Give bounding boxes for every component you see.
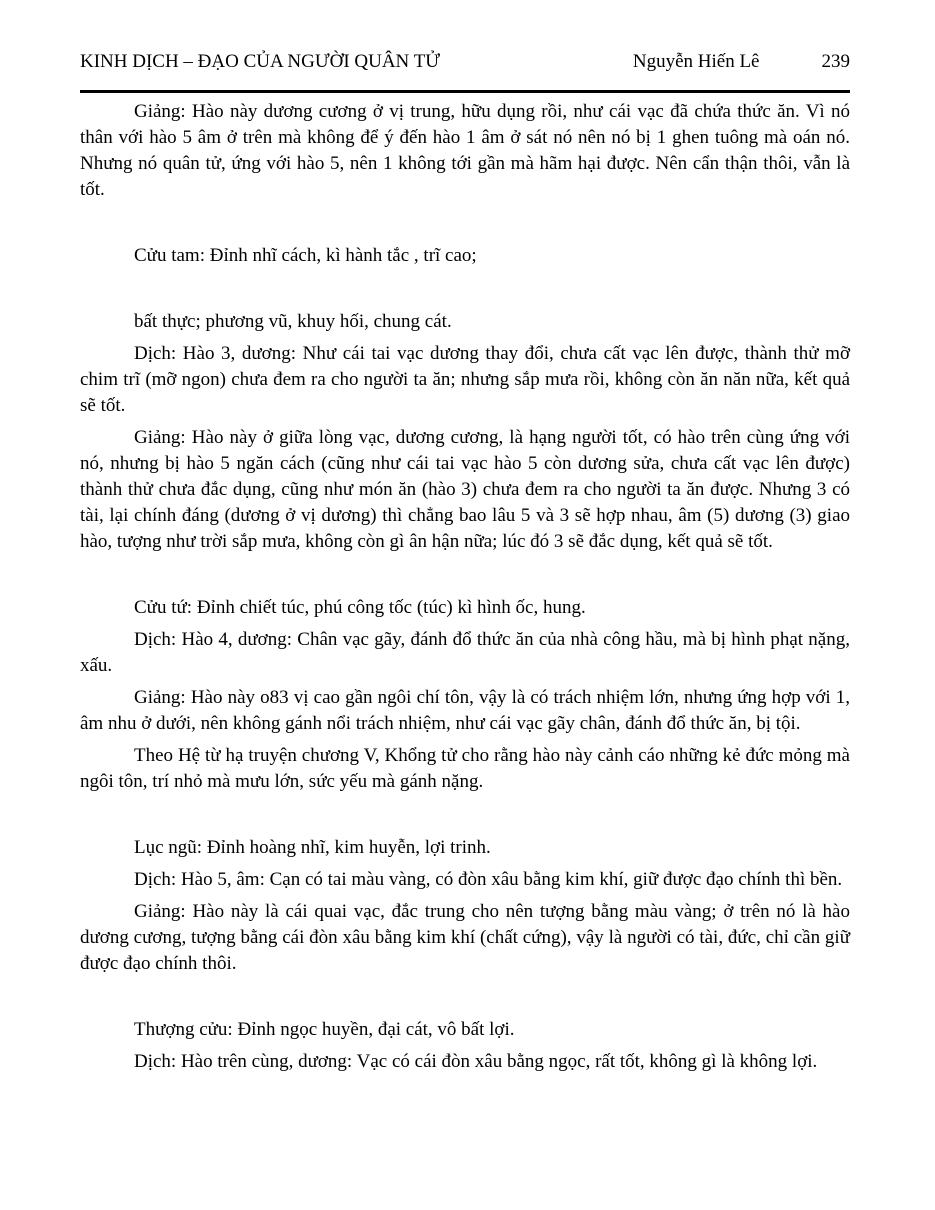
paragraph-hao-text: Cửu tam: Đỉnh nhĩ cách, kì hành tắc , trĩ cao;: [134, 245, 477, 266]
page-number: 239: [821, 51, 850, 72]
document-body: [80, 99, 850, 1075]
paragraph: Dịch: Hào trên cùng, dương: Vạc có cái đòn xâu bằng ngọc, rất tốt, không gì là không lợi.: [134, 1051, 818, 1072]
paragraph-hao-text: bất thực; phương vũ, khuy hối, chung cát.: [134, 311, 452, 332]
paragraph: Giảng: Hào này dương cương ở vị trung, hữu dụng rồi, như cái vạc đã chứa thức ăn. Vì nó thân với hào 5 âm ở trên mà không để ý đến hào 1 âm ở sát nó nên nó bị 1 ghen tuông mà oán nó. Nhưng nó quân tử, ứng với hào 5, nên 1 không tới gần mà hãm hại được. Nên cẩn thận thôi, vẫn là tốt.: [80, 101, 850, 200]
paragraph: Dịch: Hào 5, âm: Cạn có tai màu vàng, có đòn xâu bằng kim khí, giữ được đạo chính thì bền.: [134, 869, 843, 890]
paragraph: Dịch: Hào 3, dương: Như cái tai vạc dương thay đổi, chưa cất vạc lên được, thành thử mỡ chim trĩ (mỡ ngon) chưa đem ra cho người ta ăn; nhưng sắp mưa rồi, không còn ăn năn nữa, kết quả sẽ tốt.: [80, 343, 850, 416]
header-rule: [80, 90, 850, 93]
paragraph: Theo Hệ từ hạ truyện chương V, Khổng tử cho rằng hào này cảnh cáo những kẻ đức mỏng mà ngôi tôn, trí nhỏ mà mưu lớn, sức yếu mà gánh nặng.: [80, 745, 850, 792]
paragraph: Giảng: Hào này là cái quai vạc, đắc trung cho nên tượng bằng màu vàng; ở trên nó là hào dương cương, tượng bằng cái đòn xâu bằng kim khí (chất cứng), vậy là người có tài, đức, chỉ cần giữ được đạo chính thôi.: [80, 901, 850, 974]
paragraph-hao-text: Lục ngũ: Đỉnh hoàng nhĩ, kim huyễn, lợi trinh.: [134, 837, 491, 858]
paragraph: Giảng: Hào này ở giữa lòng vạc, dương cương, là hạng người tốt, có hào trên cùng ứng với nó, nhưng bị hào 5 ngăn cách (cũng như cái tai vạc hào 5 còn dương sửa, chưa cất vạc lên được) thành thử chưa đắc dụng, cũng như món ăn (hào 3) chưa đem ra cho người ta ăn được. Nhưng 3 có tài, lại chính đáng (dương ở vị dương) thì chẳng bao lâu 5 và 3 sẽ hợp nhau, âm (5) dương (3) giao hào, tượng như trời sắp mưa, không còn gì ân hận nữa; lúc đó 3 sẽ đắc dụng, kết quả sẽ tốt.: [80, 427, 850, 552]
page-header: [80, 50, 850, 74]
paragraph: Dịch: Hào 4, dương: Chân vạc gãy, đánh đổ thức ăn của nhà công hầu, mà bị hình phạt nặng, xấu.: [80, 629, 850, 676]
paragraph-hao-text: Cửu tứ: Đỉnh chiết túc, phú công tốc (túc) kì hình ốc, hung.: [134, 597, 586, 618]
paragraph-hao-text: Thượng cửu: Đỉnh ngọc huyền, đại cát, vô bất lợi.: [134, 1019, 515, 1040]
book-title: KINH DỊCH – ĐẠO CỦA NGƯỜI QUÂN TỬ: [80, 51, 441, 72]
paragraph: Giảng: Hào này o83 vị cao gần ngôi chí tôn, vậy là có trách nhiệm lớn, nhưng ứng hợp với 1, âm nhu ở dưới, nên không gánh nổi trách nhiệm, như cái vạc gãy chân, đánh đổ thức ăn, bị tội.: [80, 687, 850, 734]
author-name: Nguyễn Hiến Lê: [632, 51, 760, 72]
header-right-group: [633, 50, 850, 74]
